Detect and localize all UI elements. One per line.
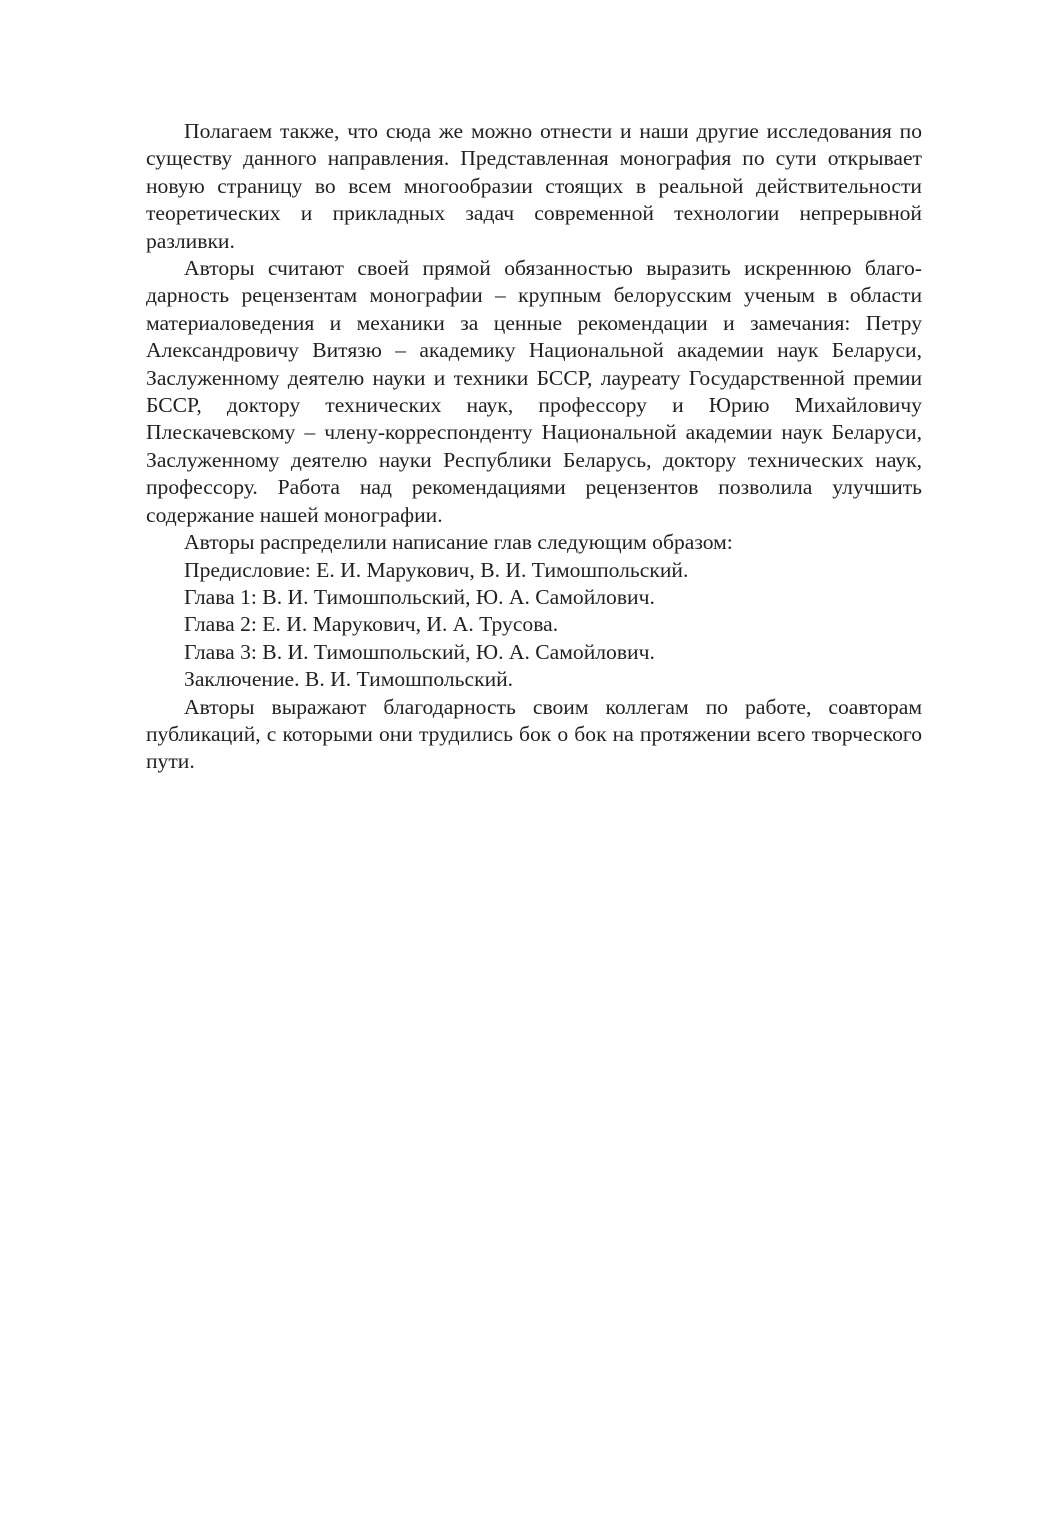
paragraph-acknowledgement-colleagues: Авторы выражают благодарность своим коллегам по работе, соавторам публикаций, с которыми они трудились бок о бок на протяжении всего творческого пути. [146,694,922,774]
chapter-3-authors: Глава 3: В. И. Тимошпольский, Ю. А. Самойлович. [184,639,655,664]
paragraph-chapter-distribution: Авторы распределили написание глав следующим образом: [184,530,733,555]
chapter-preface-authors: Предисловие: Е. И. Марукович, В. И. Тимошпольский. [184,557,689,582]
chapter-2-authors: Глава 2: Е. И. Марукович, И. А. Трусова. [184,612,559,637]
paragraph-acknowledgement-reviewers: Авторы считают своей прямой обязанностью выразить искреннюю благодарность рецензентам монографии – крупным белорусским ученым в области материаловедения и механики за ценные рекомендации и замечания: Петру Александровичу Витязю – академику Национальной академии наук Беларуси, Заслуженному деятелю науки и техники БССР, лауреату Государственной премии БССР, доктору технических наук, профессору и Юрию Михайловичу Плескачевскому – члену-корреспонденту Национальной академии наук Беларуси, Заслуженному деятелю науки Республики Беларусь, доктору технических наук, профессору. Работа над рекомендациями рецензентов позволила улучшить содержание нашей монографии. [146,256,922,527]
paragraph-related-research: Полагаем также, что сюда же можно отнести и наши другие исследования по существу данного направления. Представленная монография по сути открывает новую страницу во всем многообразии стоящих в реальной действительности теоретических и прикладных задач современной технологии непрерывной разливки. [146,119,922,253]
chapter-conclusion-authors: Заключение. В. И. Тимошпольский. [184,667,514,692]
document-page [146,118,922,776]
chapter-1-authors: Глава 1: В. И. Тимошпольский, Ю. А. Самойлович. [184,584,655,609]
